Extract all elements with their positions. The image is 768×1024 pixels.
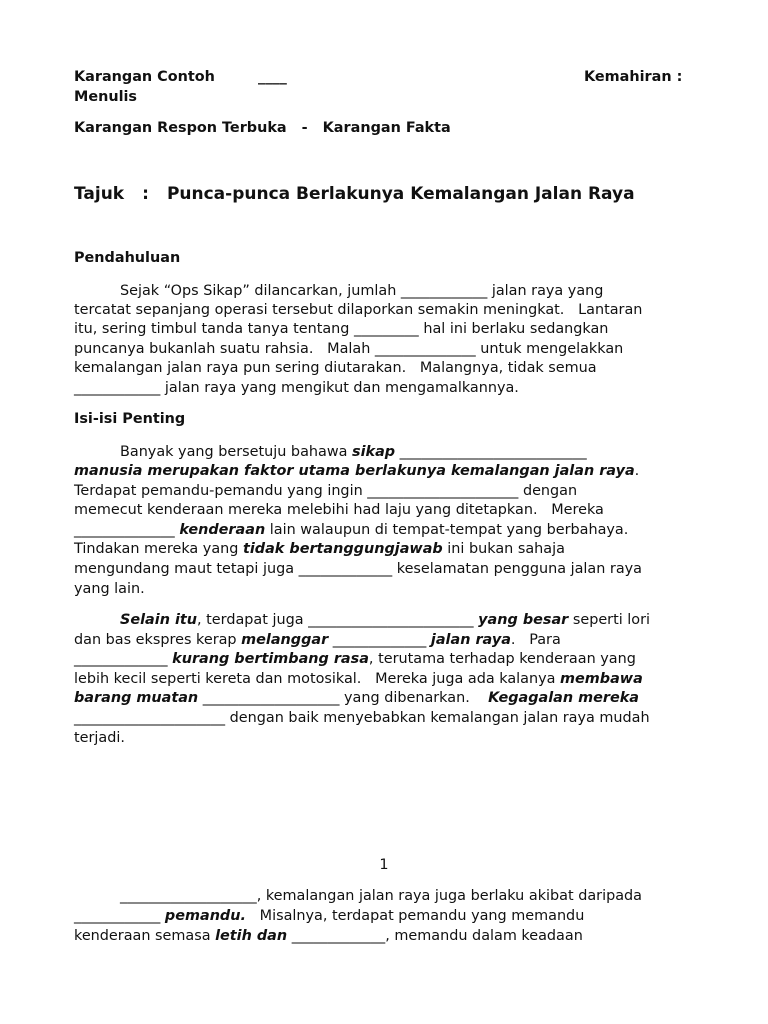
text-run: lebih kecil seperti kereta dan motosikal. Mereka juga ada kalanya: [74, 671, 561, 687]
title-label: Tajuk: [74, 184, 125, 204]
text-run: , terdapat juga _______________________: [197, 612, 479, 628]
intro-line: tercatat sepanjang operasi tersebut dilaporkan semakin meningkat. Lantaran: [74, 302, 643, 318]
emphasis-run: Selain itu: [120, 612, 198, 628]
text-run: , terutama terhadap kenderaan yang: [368, 651, 636, 667]
header-line-2: Karangan Respon Terbuka - Karangan Fakta: [74, 120, 451, 136]
title-text: Punca-punca Berlakunya Kemalangan Jalan Raya: [166, 184, 635, 204]
text-run: .: [634, 463, 640, 479]
body1-line: [74, 539, 565, 559]
intro-line: itu, sering timbul tanda tanya tentang _________ hal ini berlaku sedangkan: [74, 321, 609, 337]
text-run: _____________: [74, 651, 173, 667]
header-left-2: Menulis: [74, 89, 138, 105]
emphasis-run: yang besar: [478, 612, 569, 628]
text-run: ______________: [74, 522, 180, 538]
body2-line: [74, 688, 639, 708]
text-run: seperti lori: [568, 612, 651, 628]
text-run: Misalnya, terdapat pemandu yang memandu: [245, 908, 585, 924]
body2-line: [74, 630, 561, 650]
text-run: kenderaan semasa: [74, 928, 216, 944]
emphasis-run: pemandu.: [164, 908, 246, 924]
text-run: dan bas ekspres kerap: [74, 632, 242, 648]
emphasis-run: tidak bertanggungjawab: [242, 541, 443, 557]
emphasis-run: kenderaan: [179, 522, 266, 538]
emphasis-run: jalan raya: [430, 632, 511, 648]
header-right: Kemahiran :: [584, 69, 683, 85]
body2-line: [74, 610, 650, 630]
body1-line: Terdapat pemandu-pemandu yang ingin _____________________ dengan: [74, 483, 578, 499]
intro-heading: Pendahuluan: [74, 250, 181, 266]
text-run: _____________: [328, 632, 431, 648]
emphasis-run: letih dan: [215, 928, 288, 944]
body2-line: [74, 669, 643, 689]
text-run: lain walaupun di tempat-tempat yang berbahaya.: [265, 522, 629, 538]
body3-line: [74, 926, 583, 946]
text-run: _____________, memandu dalam keadaan: [287, 928, 583, 944]
intro-line: Sejak “Ops Sikap” dilancarkan, jumlah ____________ jalan raya yang: [120, 283, 604, 299]
emphasis-run: barang muatan: [74, 690, 199, 706]
text-run: Banyak yang bersetuju bahawa: [120, 444, 352, 460]
body3-line: ___________________, kemalangan jalan raya juga berlaku akibat daripada: [120, 888, 642, 904]
text-run: __________________________: [395, 444, 587, 460]
body1-line: [74, 461, 639, 481]
emphasis-run: manusia merupakan faktor utama berlakunya kemalangan jalan raya: [74, 463, 635, 479]
body1-line: [74, 442, 587, 462]
body1-line: memecut kenderaan mereka melebihi had laju yang ditetapkan. Mereka: [74, 502, 604, 518]
body2-line: [74, 649, 636, 669]
text-run: ____________: [74, 908, 165, 924]
emphasis-run: sikap: [352, 444, 396, 460]
header-left-1: Karangan Contoh: [74, 69, 215, 85]
title-colon: :: [142, 184, 149, 204]
body1-line: [74, 520, 628, 540]
intro-line: kemalangan jalan raya pun sering diutarakan. Malangnya, tidak semua: [74, 360, 597, 376]
body1-line: mengundang maut tetapi juga _____________ keselamatan pengguna jalan raya: [74, 561, 642, 577]
text-run: Tindakan mereka yang: [74, 541, 243, 557]
body1-line: yang lain.: [74, 581, 145, 597]
text-run: . Para: [510, 632, 561, 648]
body3-line: [74, 906, 584, 926]
page-number: 1: [379, 857, 389, 873]
emphasis-run: kurang bertimbang rasa: [172, 651, 369, 667]
body2-line: terjadi.: [74, 730, 125, 746]
page-title: [74, 182, 635, 206]
header-blank: ____: [258, 69, 287, 85]
body2-line: _____________________ dengan baik menyebabkan kemalangan jalan raya mudah: [74, 710, 650, 726]
emphasis-run: melanggar: [241, 632, 329, 648]
body-heading: Isi-isi Penting: [74, 411, 186, 427]
intro-line: ____________ jalan raya yang mengikut dan mengamalkannya.: [74, 380, 519, 396]
intro-line: puncanya bukanlah suatu rahsia. Malah ______________ untuk mengelakkan: [74, 341, 624, 357]
text-run: ___________________ yang dibenarkan.: [198, 690, 489, 706]
text-run: ini bukan sahaja: [442, 541, 565, 557]
emphasis-run: Kegagalan mereka: [488, 690, 640, 706]
emphasis-run: membawa: [560, 671, 643, 687]
